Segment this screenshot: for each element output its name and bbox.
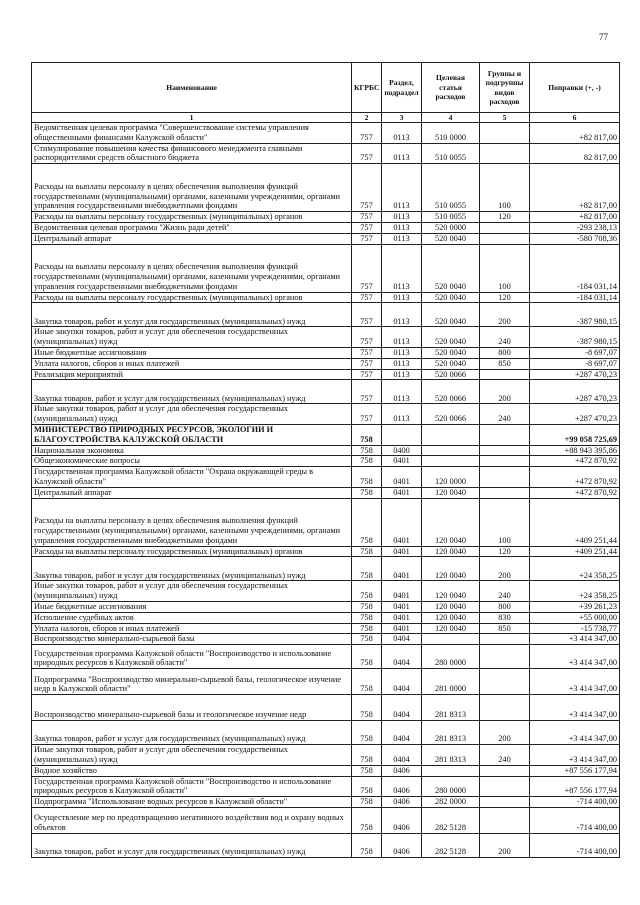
row-group: 200 [480, 380, 530, 404]
row-kgrbs: 757 [352, 244, 382, 292]
table-row [32, 612, 620, 623]
row-section: 0400 [382, 445, 422, 456]
row-name: Иные закупки товаров, работ и услуг для обеспечения государственных (муниципальных) нужд [32, 581, 352, 602]
row-section: 0404 [382, 695, 422, 721]
row-target: 520 0040 [422, 347, 480, 358]
row-target: 520 0066 [422, 369, 480, 380]
row-target: 510 0055 [422, 212, 480, 223]
row-amendment: +82 817,00 [530, 123, 620, 144]
row-target [422, 634, 480, 645]
row-section: 0404 [382, 634, 422, 645]
row-kgrbs: 757 [352, 404, 382, 425]
row-name: Иные закупки товаров, работ и услуг для обеспечения государственных (муниципальных) нужд [32, 327, 352, 348]
row-kgrbs: 758 [352, 776, 382, 797]
row-name: Расходы на выплаты персоналу в целях обеспечения выполнения функций государственными (муниципальными) органами, казенными учреждениями, органами управления государственными внебюджетными фондами [32, 164, 352, 212]
row-group: 200 [480, 557, 530, 581]
row-amendment: +87 556 177,94 [530, 765, 620, 776]
row-name: Иные бюджетные ассигнования [32, 347, 352, 358]
row-amendment: -714 400,00 [530, 833, 620, 857]
row-group [480, 369, 530, 380]
row-kgrbs: 757 [352, 380, 382, 404]
row-amendment: +3 414 347,00 [530, 634, 620, 645]
row-group: 800 [480, 347, 530, 358]
row-section: 0113 [382, 303, 422, 327]
table-row [32, 745, 620, 766]
column-number: 6 [530, 113, 620, 123]
row-kgrbs: 758 [352, 833, 382, 857]
row-section: 0113 [382, 212, 422, 223]
row-group: 120 [480, 546, 530, 557]
row-target: 520 0040 [422, 358, 480, 369]
row-group [480, 123, 530, 144]
row-section: 0113 [382, 369, 422, 380]
row-name: Воспроизводство минерально-сырьевой базы [32, 634, 352, 645]
row-amendment: -184 031,14 [530, 292, 620, 303]
budget-amendments-table [31, 62, 620, 858]
table-row [32, 369, 620, 380]
row-kgrbs: 758 [352, 623, 382, 634]
row-amendment: +409 251,44 [530, 546, 620, 557]
row-target: 282 5128 [422, 807, 480, 833]
row-target: 510 0000 [422, 123, 480, 144]
row-group: 100 [480, 244, 530, 292]
table-row [32, 358, 620, 369]
row-amendment: +472 870,92 [530, 456, 620, 467]
row-amendment: -580 708,36 [530, 233, 620, 244]
row-group [480, 233, 530, 244]
table-row [32, 721, 620, 745]
row-section: 0406 [382, 807, 422, 833]
row-group: 200 [480, 721, 530, 745]
row-name: МИНИСТЕРСТВО ПРИРОДНЫХ РЕСУРСОВ, ЭКОЛОГИИ И БЛАГОУСТРОЙСТВА КАЛУЖСКОЙ ОБЛАСТИ [32, 424, 352, 445]
row-section: 0401 [382, 581, 422, 602]
row-amendment: -714 400,00 [530, 807, 620, 833]
row-amendment: -714 400,00 [530, 797, 620, 808]
row-kgrbs: 758 [352, 669, 382, 695]
table-row [32, 797, 620, 808]
row-amendment: +24 358,25 [530, 557, 620, 581]
row-group: 240 [480, 581, 530, 602]
row-section: 0404 [382, 721, 422, 745]
table-row [32, 303, 620, 327]
row-section: 0113 [382, 164, 422, 212]
table-row [32, 456, 620, 467]
table-row [32, 424, 620, 445]
table-row [32, 244, 620, 292]
row-target: 520 0066 [422, 380, 480, 404]
row-kgrbs: 757 [352, 164, 382, 212]
row-name: Ведомственная целевая программа "Совершенствование системы управления общественными финансами Калужской области" [32, 123, 352, 144]
column-number: 1 [32, 113, 352, 123]
column-number: 3 [382, 113, 422, 123]
table-row [32, 807, 620, 833]
row-name: Иные закупки товаров, работ и услуг для обеспечения государственных (муниципальных) нужд [32, 745, 352, 766]
row-name: Ведомственная целевая программа "Жизнь ради детей" [32, 222, 352, 233]
row-group: 120 [480, 292, 530, 303]
table-row [32, 327, 620, 348]
row-section: 0401 [382, 467, 422, 488]
row-section: 0113 [382, 347, 422, 358]
row-section [382, 424, 422, 445]
row-name: Расходы на выплаты персоналу в целях обеспечения выполнения функций государственными (муниципальными) органами, казенными учреждениями, органами управления государственными внебюджетными фондами [32, 244, 352, 292]
row-group: 240 [480, 404, 530, 425]
row-target: 120 0040 [422, 557, 480, 581]
row-amendment: +82 817,00 [530, 212, 620, 223]
row-section: 0406 [382, 776, 422, 797]
row-kgrbs: 758 [352, 546, 382, 557]
row-section: 0401 [382, 601, 422, 612]
page-number: 77 [599, 32, 608, 42]
row-amendment: -184 031,14 [530, 244, 620, 292]
row-kgrbs: 758 [352, 601, 382, 612]
column-number-row [32, 113, 620, 123]
row-kgrbs: 757 [352, 292, 382, 303]
row-name: Реализация мероприятий [32, 369, 352, 380]
table-row [32, 623, 620, 634]
row-group: 830 [480, 612, 530, 623]
table-row [32, 498, 620, 546]
row-section: 0406 [382, 833, 422, 857]
row-group [480, 222, 530, 233]
row-name: Расходы на выплаты персоналу в целях обеспечения выполнения функций государственными (муниципальными) органами, казенными учреждениями, органами управления государственными внебюджетными фондами [32, 498, 352, 546]
row-name: Водное хозяйство [32, 765, 352, 776]
table-row [32, 123, 620, 144]
table-row [32, 164, 620, 212]
row-group [480, 634, 530, 645]
row-amendment: +409 251,44 [530, 498, 620, 546]
row-group [480, 456, 530, 467]
row-group [480, 445, 530, 456]
row-kgrbs: 757 [352, 369, 382, 380]
row-kgrbs: 758 [352, 456, 382, 467]
row-amendment: -387 980,15 [530, 303, 620, 327]
header-name: Наименование [32, 63, 352, 113]
row-name: Осуществление мер по предотвращению негативного воздействия вод и охрану водных объектов [32, 807, 352, 833]
column-number: 4 [422, 113, 480, 123]
row-name: Иные бюджетные ассигнования [32, 601, 352, 612]
row-group [480, 645, 530, 669]
row-amendment: +3 414 347,00 [530, 745, 620, 766]
row-group: 850 [480, 623, 530, 634]
table-row [32, 467, 620, 488]
row-name: Воспроизводство минерально-сырьевой базы и геологическое изучение недр [32, 695, 352, 721]
row-kgrbs: 757 [352, 123, 382, 144]
row-target: 120 0040 [422, 623, 480, 634]
table-row [32, 445, 620, 456]
row-amendment: -387 980,15 [530, 327, 620, 348]
table-row [32, 233, 620, 244]
table-row [32, 695, 620, 721]
row-target: 282 0000 [422, 797, 480, 808]
row-amendment: +99 058 725,69 [530, 424, 620, 445]
row-group [480, 797, 530, 808]
row-kgrbs: 758 [352, 424, 382, 445]
row-name: Государственная программа Калужской области "Охрана окружающей среды в Калужской области" [32, 467, 352, 488]
row-kgrbs: 758 [352, 557, 382, 581]
row-section: 0113 [382, 143, 422, 164]
row-target: 120 0000 [422, 467, 480, 488]
row-section: 0404 [382, 645, 422, 669]
row-kgrbs: 758 [352, 645, 382, 669]
row-section: 0113 [382, 222, 422, 233]
row-amendment: +287 470,23 [530, 380, 620, 404]
row-name: Стимулирование повышения качества финансового менеджмента главными распорядителями средств областного бюджета [32, 143, 352, 164]
row-amendment: +88 943 395,86 [530, 445, 620, 456]
row-kgrbs: 758 [352, 581, 382, 602]
table-row [32, 601, 620, 612]
row-name: Подпрограмма "Использование водных ресурсов в Калужской области" [32, 797, 352, 808]
row-kgrbs: 757 [352, 327, 382, 348]
row-group [480, 467, 530, 488]
row-name: Иные закупки товаров, работ и услуг для обеспечения государственных (муниципальных) нужд [32, 404, 352, 425]
row-section: 0406 [382, 765, 422, 776]
row-name: Расходы на выплаты персоналу государственных (муниципальных) органов [32, 292, 352, 303]
row-group [480, 765, 530, 776]
row-section: 0113 [382, 233, 422, 244]
row-kgrbs: 758 [352, 807, 382, 833]
table-row [32, 347, 620, 358]
row-target: 120 0040 [422, 601, 480, 612]
table-row [32, 581, 620, 602]
row-name: Закупка товаров, работ и услуг для государственных (муниципальных) нужд [32, 303, 352, 327]
table-row [32, 546, 620, 557]
row-kgrbs: 757 [352, 347, 382, 358]
row-target: 281 8313 [422, 695, 480, 721]
table-body [32, 123, 620, 858]
row-target: 281 0000 [422, 669, 480, 695]
header-group: Группы и подгруппы видов расходов [480, 63, 530, 113]
row-kgrbs: 757 [352, 222, 382, 233]
column-number: 5 [480, 113, 530, 123]
row-group [480, 487, 530, 498]
row-kgrbs: 758 [352, 695, 382, 721]
row-section: 0401 [382, 456, 422, 467]
row-kgrbs: 757 [352, 212, 382, 223]
row-name: Государственная программа Калужской области "Воспроизводство и использование природных ресурсов в Калужской области" [32, 776, 352, 797]
row-target: 120 0040 [422, 487, 480, 498]
table-row [32, 634, 620, 645]
row-amendment: 82 817,00 [530, 143, 620, 164]
row-name: Закупка товаров, работ и услуг для государственных (муниципальных) нужд [32, 833, 352, 857]
row-target: 120 0040 [422, 581, 480, 602]
row-name: Уплата налогов, сборов и иных платежей [32, 358, 352, 369]
table-row [32, 380, 620, 404]
table-row [32, 765, 620, 776]
header-target: Целевая статья расходов [422, 63, 480, 113]
header-amendments: Поправки (+, -) [530, 63, 620, 113]
row-group [480, 776, 530, 797]
row-target [422, 456, 480, 467]
row-name: Общеэкономические вопросы [32, 456, 352, 467]
row-section: 0113 [382, 404, 422, 425]
row-name: Подпрограмма "Воспроизводство минерально-сырьевой базы, геологическое изучение недр в Калужской области" [32, 669, 352, 695]
row-amendment: +3 414 347,00 [530, 695, 620, 721]
row-section: 0401 [382, 623, 422, 634]
row-amendment: +39 261,23 [530, 601, 620, 612]
row-name: Государственная программа Калужской области "Воспроизводство и использование природных ресурсов в Калужской области" [32, 645, 352, 669]
row-amendment: +3 414 347,00 [530, 721, 620, 745]
row-group [480, 695, 530, 721]
row-name: Национальная экономика [32, 445, 352, 456]
row-kgrbs: 758 [352, 487, 382, 498]
row-kgrbs: 757 [352, 303, 382, 327]
row-group: 240 [480, 327, 530, 348]
row-target: 281 8313 [422, 721, 480, 745]
row-group: 200 [480, 833, 530, 857]
row-amendment: +82 817,00 [530, 164, 620, 212]
row-group [480, 669, 530, 695]
row-target: 520 0040 [422, 292, 480, 303]
row-group: 100 [480, 498, 530, 546]
row-target: 520 0000 [422, 222, 480, 233]
row-section: 0401 [382, 498, 422, 546]
row-kgrbs: 758 [352, 467, 382, 488]
row-amendment: +55 000,00 [530, 612, 620, 623]
row-section: 0401 [382, 612, 422, 623]
row-section: 0401 [382, 557, 422, 581]
row-amendment: -15 738,77 [530, 623, 620, 634]
row-kgrbs: 758 [352, 745, 382, 766]
row-target [422, 765, 480, 776]
row-target: 281 8313 [422, 745, 480, 766]
row-group [480, 807, 530, 833]
table-row [32, 669, 620, 695]
row-group: 120 [480, 212, 530, 223]
row-amendment: +24 358,25 [530, 581, 620, 602]
table-header-row [32, 63, 620, 113]
row-section: 0113 [382, 327, 422, 348]
table-row [32, 222, 620, 233]
table-row [32, 212, 620, 223]
row-amendment: +287 470,23 [530, 404, 620, 425]
row-kgrbs: 758 [352, 612, 382, 623]
row-kgrbs: 758 [352, 634, 382, 645]
row-amendment: -8 697,07 [530, 347, 620, 358]
column-number: 2 [352, 113, 382, 123]
row-target: 510 0055 [422, 143, 480, 164]
row-name: Расходы на выплаты персоналу государственных (муниципальных) органов [32, 546, 352, 557]
row-target: 280 0000 [422, 776, 480, 797]
row-kgrbs: 758 [352, 797, 382, 808]
row-target: 520 0040 [422, 327, 480, 348]
row-target: 520 0040 [422, 303, 480, 327]
row-amendment: +87 556 177,94 [530, 776, 620, 797]
row-target: 520 0040 [422, 244, 480, 292]
row-name: Исполнение судебных актов [32, 612, 352, 623]
row-group: 800 [480, 601, 530, 612]
table-row [32, 557, 620, 581]
row-target: 282 5128 [422, 833, 480, 857]
row-group [480, 143, 530, 164]
row-amendment: -293 238,13 [530, 222, 620, 233]
table-row [32, 143, 620, 164]
row-name: Закупка товаров, работ и услуг для государственных (муниципальных) нужд [32, 557, 352, 581]
row-name: Закупка товаров, работ и услуг для государственных (муниципальных) нужд [32, 380, 352, 404]
header-section: Раздел, подраздел [382, 63, 422, 113]
row-kgrbs: 758 [352, 765, 382, 776]
row-section: 0404 [382, 669, 422, 695]
row-kgrbs: 757 [352, 143, 382, 164]
row-kgrbs: 757 [352, 358, 382, 369]
row-group: 100 [480, 164, 530, 212]
row-target: 120 0040 [422, 546, 480, 557]
row-group: 200 [480, 303, 530, 327]
row-kgrbs: 758 [352, 445, 382, 456]
row-target: 520 0040 [422, 233, 480, 244]
row-group: 850 [480, 358, 530, 369]
row-group [480, 424, 530, 445]
row-amendment: +3 414 347,00 [530, 669, 620, 695]
row-target: 120 0040 [422, 498, 480, 546]
row-target: 280 0000 [422, 645, 480, 669]
row-name: Центральный аппарат [32, 233, 352, 244]
row-section: 0113 [382, 244, 422, 292]
table-row [32, 776, 620, 797]
row-group: 240 [480, 745, 530, 766]
row-section: 0113 [382, 380, 422, 404]
table-row [32, 833, 620, 857]
row-target [422, 424, 480, 445]
row-target [422, 445, 480, 456]
header-kgrbs: КГРБС [352, 63, 382, 113]
row-section: 0113 [382, 292, 422, 303]
row-amendment: +472 870,92 [530, 467, 620, 488]
row-name: Центральный аппарат [32, 487, 352, 498]
row-amendment: -8 697,07 [530, 358, 620, 369]
row-kgrbs: 758 [352, 498, 382, 546]
row-amendment: +3 414 347,00 [530, 645, 620, 669]
row-target: 120 0040 [422, 612, 480, 623]
row-section: 0113 [382, 358, 422, 369]
table-row [32, 292, 620, 303]
row-name: Закупка товаров, работ и услуг для государственных (муниципальных) нужд [32, 721, 352, 745]
row-section: 0401 [382, 546, 422, 557]
row-target: 510 0055 [422, 164, 480, 212]
row-section: 0401 [382, 487, 422, 498]
row-section: 0404 [382, 745, 422, 766]
row-target: 520 0066 [422, 404, 480, 425]
row-kgrbs: 758 [352, 721, 382, 745]
table-row [32, 404, 620, 425]
row-name: Уплата налогов, сборов и иных платежей [32, 623, 352, 634]
row-amendment: +472 870,92 [530, 487, 620, 498]
table-row [32, 645, 620, 669]
table-row [32, 487, 620, 498]
row-section: 0113 [382, 123, 422, 144]
row-kgrbs: 757 [352, 233, 382, 244]
row-amendment: +287 470,23 [530, 369, 620, 380]
row-section: 0406 [382, 797, 422, 808]
row-name: Расходы на выплаты персоналу государственных (муниципальных) органов [32, 212, 352, 223]
